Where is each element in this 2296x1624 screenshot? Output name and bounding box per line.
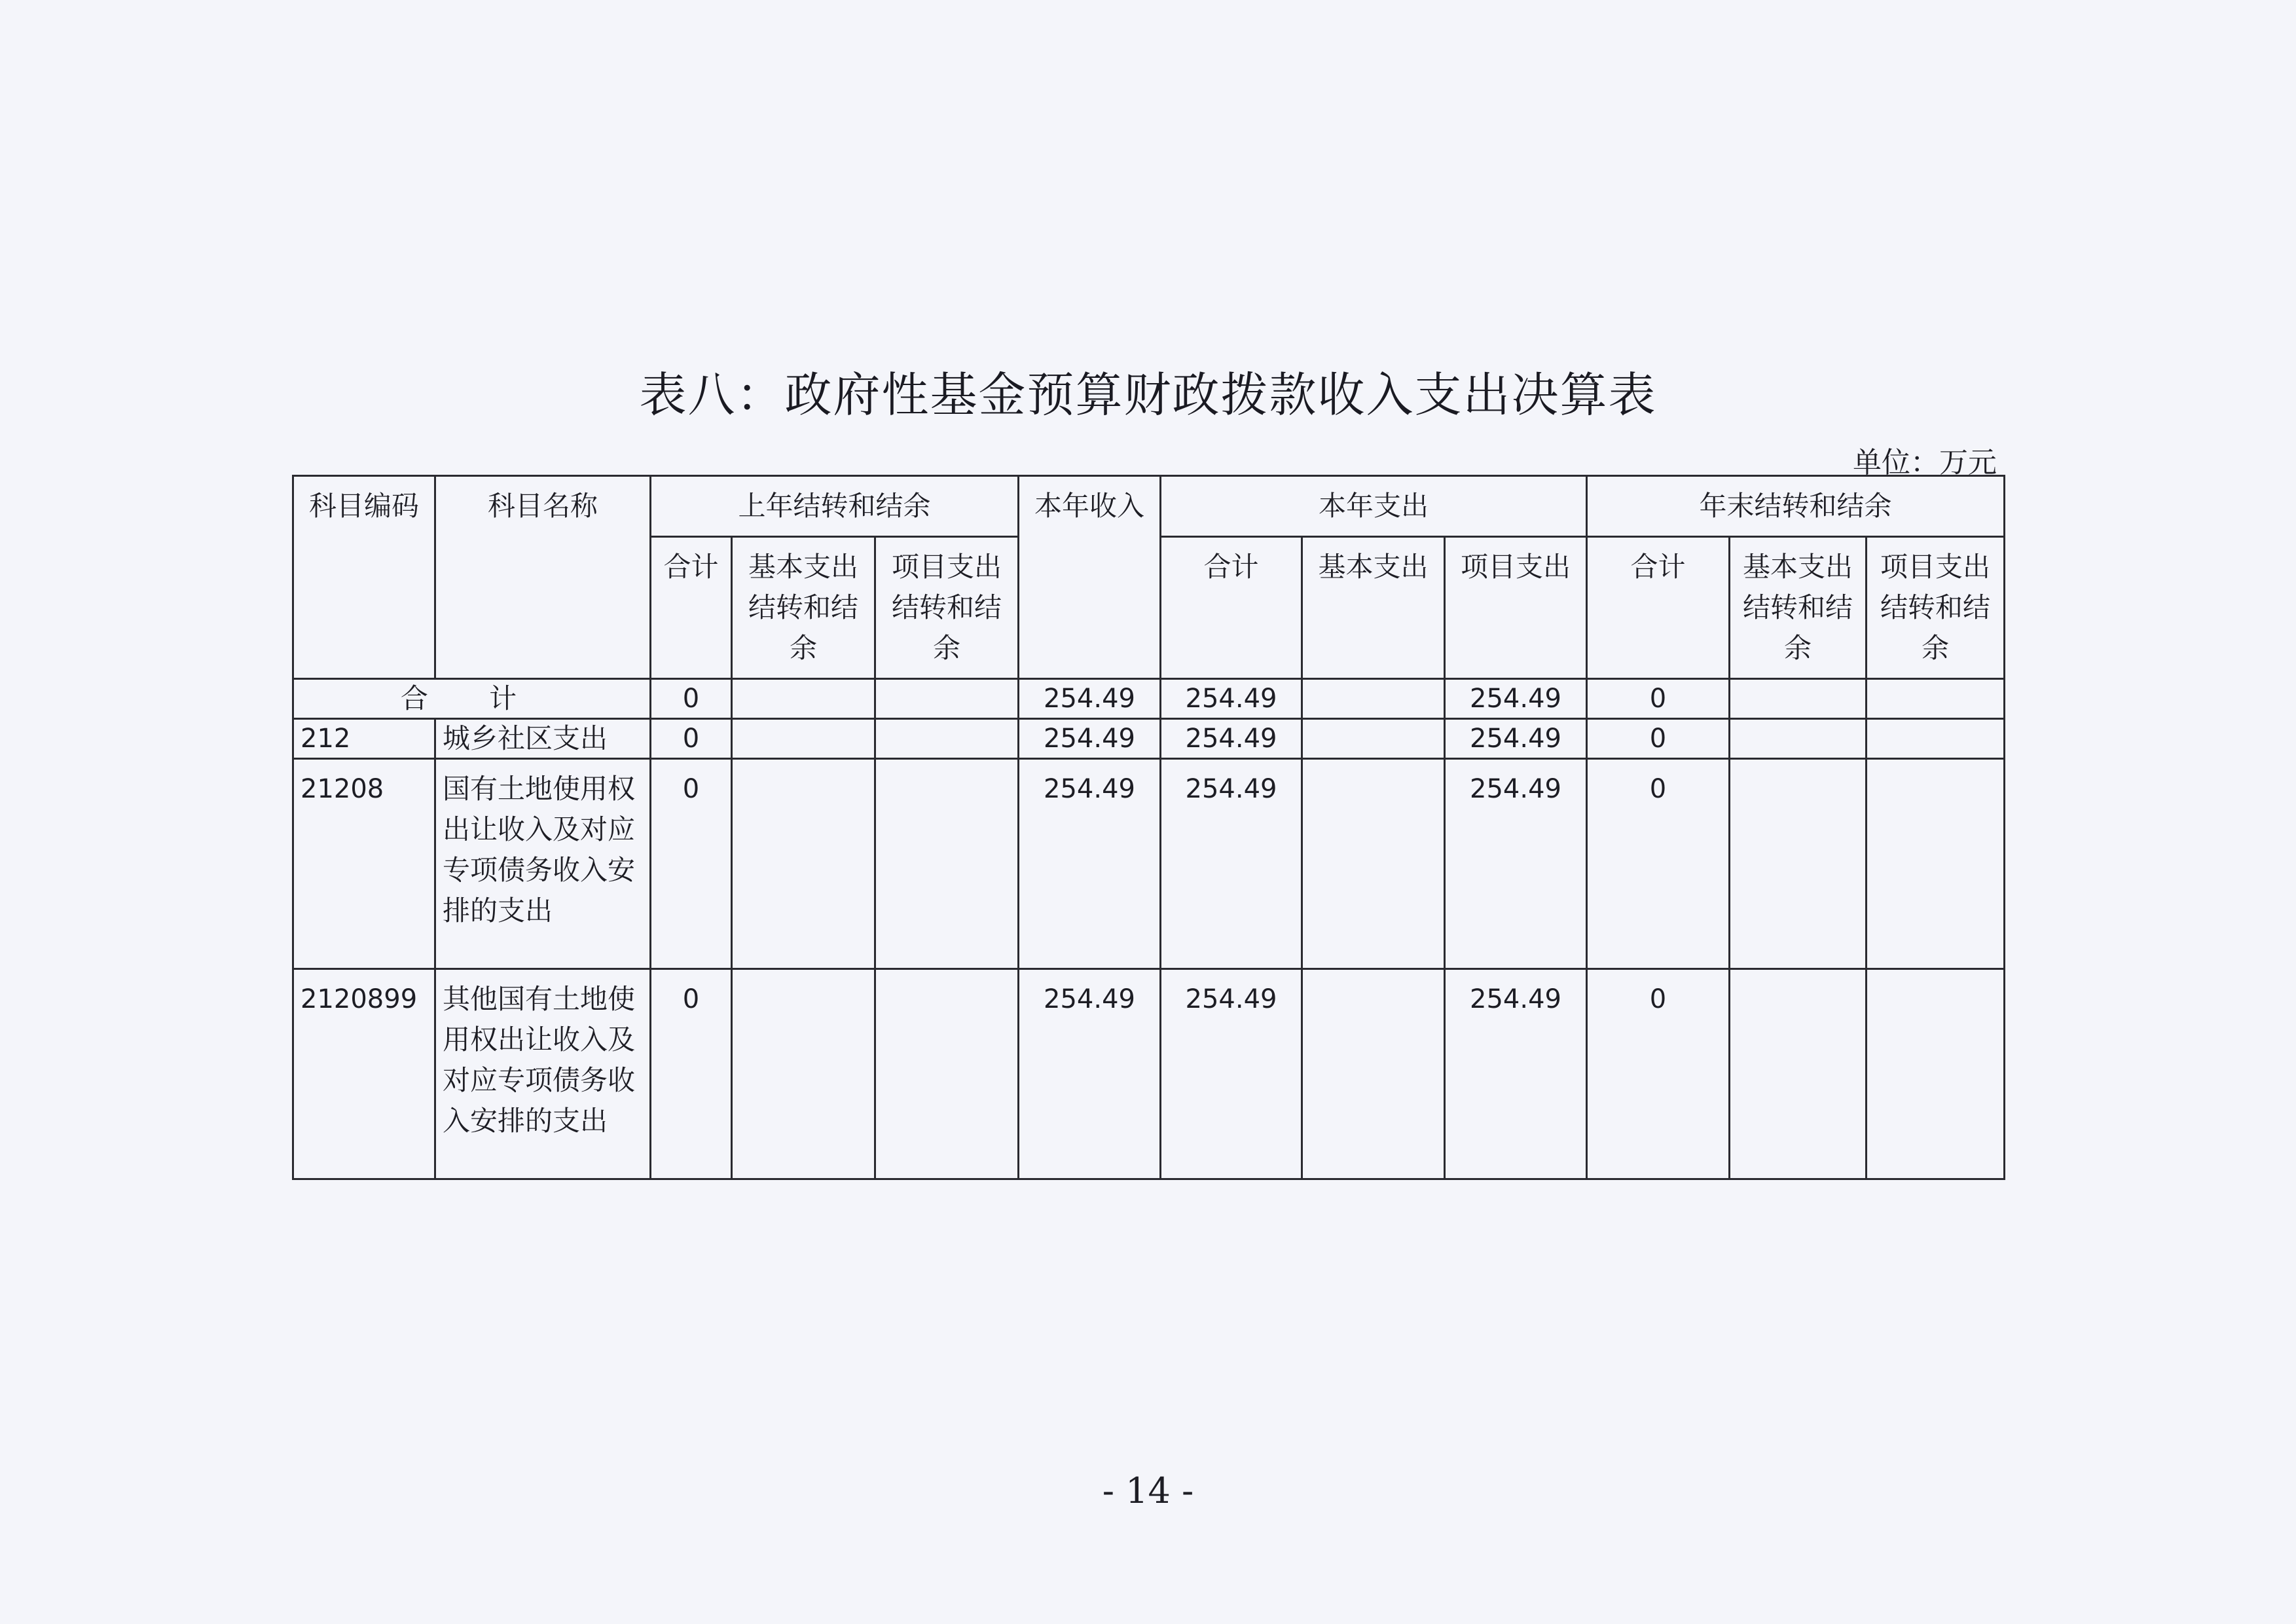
cell-end-total: 0 <box>1587 719 1730 759</box>
cell-prev-total: 0 <box>651 969 732 1179</box>
cell-end-project <box>1867 719 2005 759</box>
cell-prev-project <box>875 969 1019 1179</box>
total-label: 合 计 <box>293 679 651 719</box>
header-end-project: 项目支出结转和结余 <box>1867 537 2005 679</box>
header-prev-balance: 上年结转和结余 <box>651 476 1019 537</box>
header-prev-total: 合计 <box>651 537 732 679</box>
header-current-expense: 本年支出 <box>1161 476 1587 537</box>
cell-exp-basic <box>1302 719 1445 759</box>
cell-end-basic <box>1730 719 1867 759</box>
page-title: 表八：政府性基金预算财政拨款收入支出决算表 <box>639 367 1657 422</box>
cell-exp-total: 254.49 <box>1161 969 1302 1179</box>
header-prev-project: 项目支出结转和结余 <box>875 537 1019 679</box>
table-row <box>293 969 2005 1179</box>
header-current-income: 本年收入 <box>1019 476 1161 679</box>
header-row-1 <box>293 476 2005 537</box>
cell-prev-total: 0 <box>651 759 732 969</box>
cell-end-total: 0 <box>1587 759 1730 969</box>
cell-income: 254.49 <box>1019 719 1161 759</box>
cell-prev-project <box>875 719 1019 759</box>
cell-name: 城乡社区支出 <box>435 719 651 759</box>
cell-exp-project: 254.49 <box>1445 679 1587 719</box>
cell-exp-total: 254.49 <box>1161 679 1302 719</box>
header-end-basic: 基本支出结转和结余 <box>1730 537 1867 679</box>
cell-prev-project <box>875 679 1019 719</box>
unit-label: 单位：万元 <box>1853 446 1997 479</box>
cell-name: 国有土地使用权出让收入及对应专项债务收入安排的支出 <box>435 759 651 969</box>
cell-end-total: 0 <box>1587 679 1730 719</box>
cell-code: 21208 <box>293 759 435 969</box>
cell-income: 254.49 <box>1019 679 1161 719</box>
cell-prev-total: 0 <box>651 679 732 719</box>
cell-code: 2120899 <box>293 969 435 1179</box>
cell-end-project <box>1867 969 2005 1179</box>
cell-prev-basic <box>732 969 875 1179</box>
table-row <box>293 759 2005 969</box>
cell-income: 254.49 <box>1019 759 1161 969</box>
cell-exp-basic <box>1302 759 1445 969</box>
cell-income: 254.49 <box>1019 969 1161 1179</box>
cell-exp-total: 254.49 <box>1161 759 1302 969</box>
cell-exp-basic <box>1302 679 1445 719</box>
cell-end-basic <box>1730 679 1867 719</box>
cell-end-total: 0 <box>1587 969 1730 1179</box>
header-exp-project: 项目支出 <box>1445 537 1587 679</box>
cell-end-project <box>1867 759 2005 969</box>
cell-prev-total: 0 <box>651 719 732 759</box>
header-exp-basic: 基本支出 <box>1302 537 1445 679</box>
header-name: 科目名称 <box>435 476 651 679</box>
header-code: 科目编码 <box>293 476 435 679</box>
header-exp-total: 合计 <box>1161 537 1302 679</box>
cell-end-basic <box>1730 969 1867 1179</box>
cell-prev-basic <box>732 759 875 969</box>
cell-exp-project: 254.49 <box>1445 969 1587 1179</box>
cell-exp-total: 254.49 <box>1161 719 1302 759</box>
cell-end-project <box>1867 679 2005 719</box>
cell-exp-project: 254.49 <box>1445 719 1587 759</box>
table-row-total <box>293 679 2005 719</box>
cell-exp-basic <box>1302 969 1445 1179</box>
cell-name: 其他国有土地使用权出让收入及对应专项债务收入安排的支出 <box>435 969 651 1179</box>
cell-prev-basic <box>732 719 875 759</box>
cell-end-basic <box>1730 759 1867 969</box>
cell-prev-project <box>875 759 1019 969</box>
header-end-total: 合计 <box>1587 537 1730 679</box>
header-prev-basic: 基本支出结转和结余 <box>732 537 875 679</box>
cell-exp-project: 254.49 <box>1445 759 1587 969</box>
budget-table <box>292 475 2005 1180</box>
table-row <box>293 719 2005 759</box>
page-number: - 14 - <box>1102 1470 1194 1511</box>
header-end-balance: 年末结转和结余 <box>1587 476 2005 537</box>
cell-code: 212 <box>293 719 435 759</box>
cell-prev-basic <box>732 679 875 719</box>
